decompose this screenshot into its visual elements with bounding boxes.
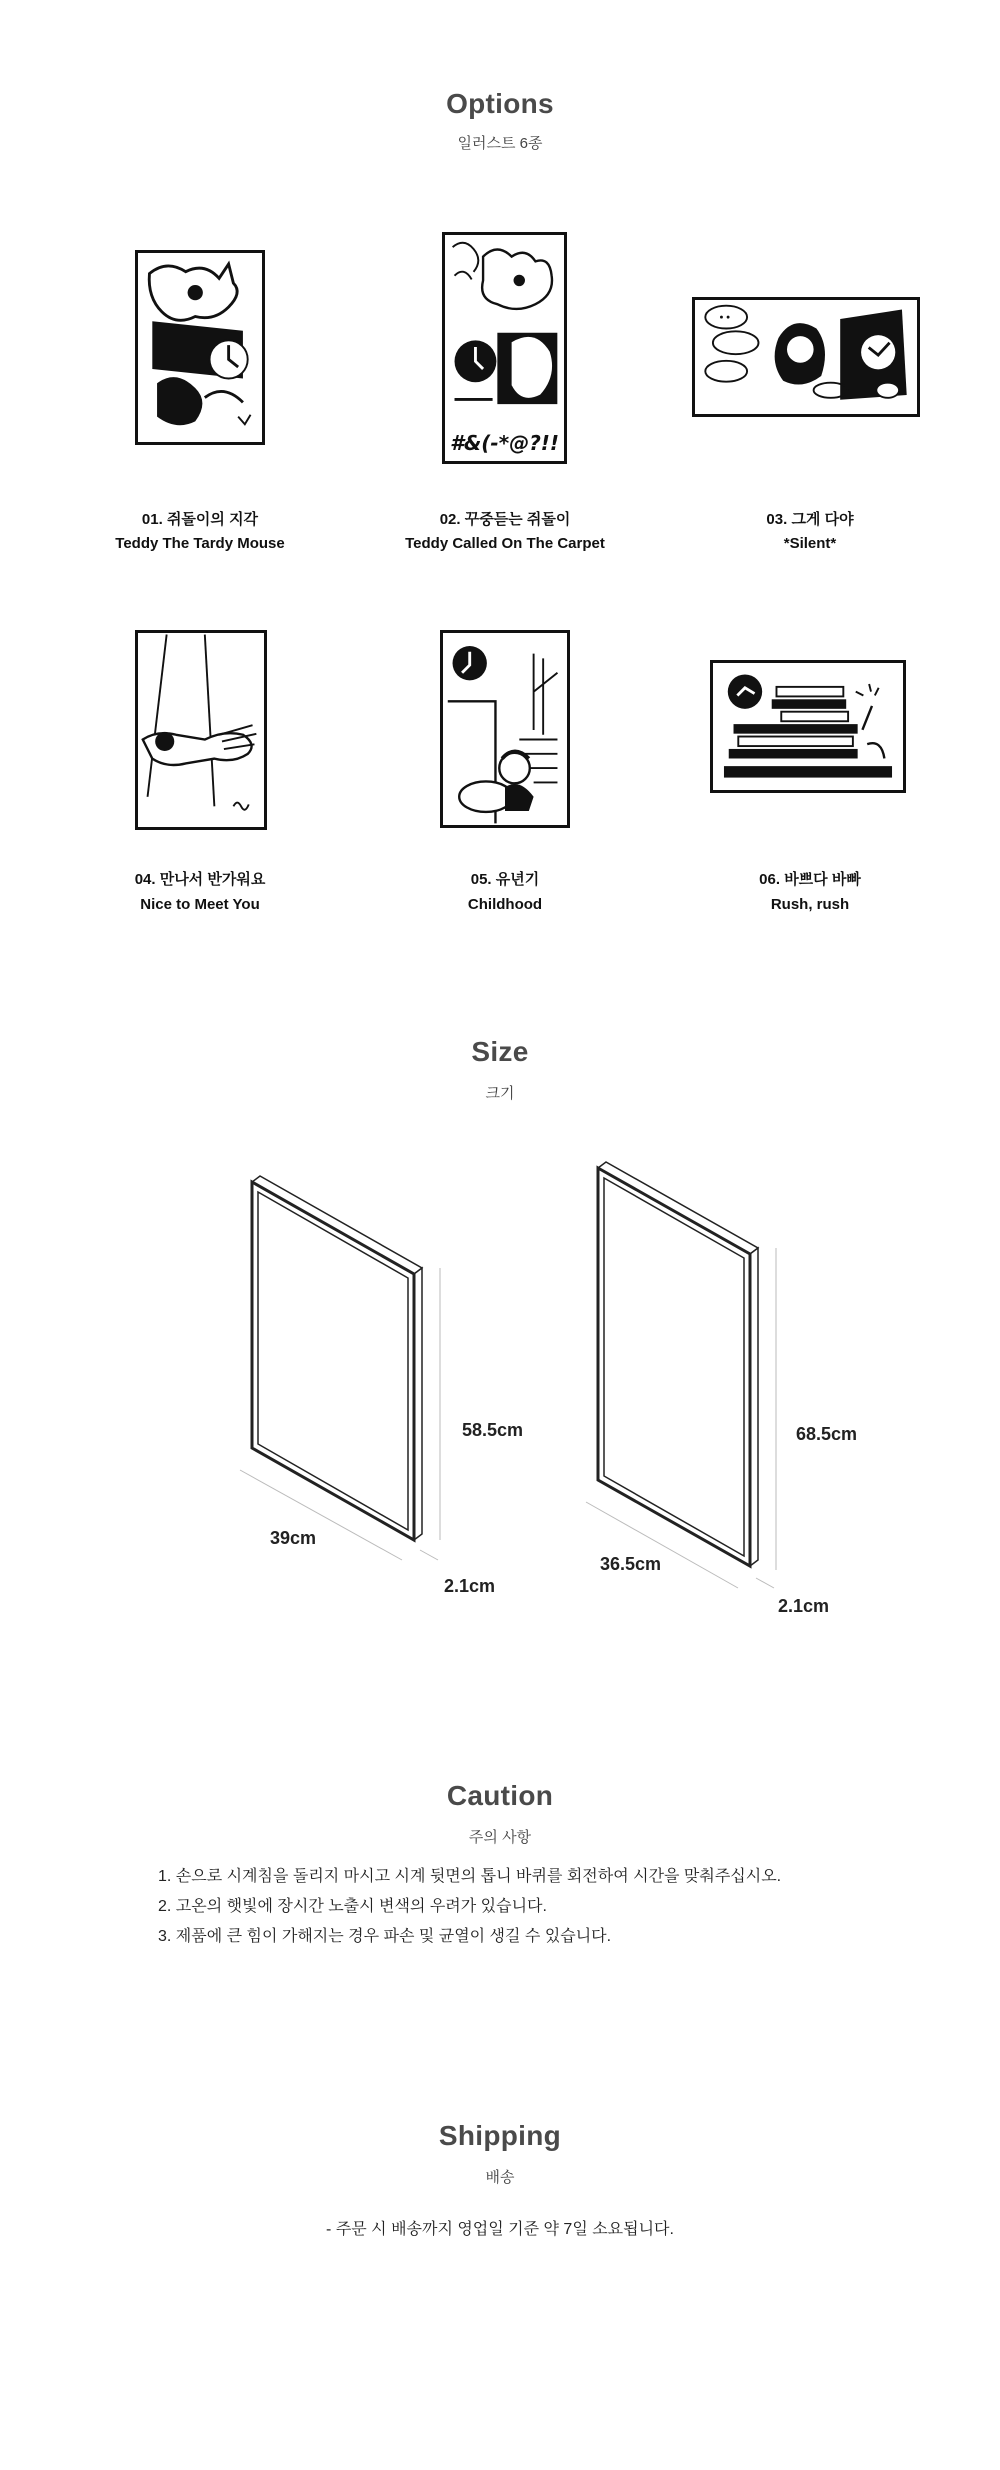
illustration-06-thumbnail[interactable]: [710, 660, 906, 793]
shipping-subtitle: 배송: [485, 2169, 515, 2186]
mouse-scolded-illustration: [445, 235, 564, 461]
illustration-02-title-ko: 02. 꾸중듣는 쥐돌이: [439, 511, 571, 528]
size-subtitle: 크기: [485, 1085, 515, 1102]
frame-small-width-label: 39cm: [270, 1528, 317, 1548]
shipping-title: Shipping: [438, 2120, 562, 2151]
frame-small-height-label: 58.5cm: [462, 1420, 524, 1440]
frame-dimension-drawings: [0, 1140, 1000, 1620]
illustration-05-title-ko: 05. 유년기: [470, 871, 540, 888]
frame-large-height-label: 68.5cm: [796, 1424, 858, 1444]
frame-large-drawing: [586, 1162, 776, 1588]
illustration-01-title-ko: 01. 쥐돌이의 지각: [141, 511, 259, 528]
illustration-04-thumbnail[interactable]: [135, 630, 267, 830]
illustration-06-title-en: Rush, rush: [770, 896, 850, 913]
illustration-04-title-en: Nice to Meet You: [140, 896, 260, 913]
illustration-02-thumbnail[interactable]: [442, 232, 567, 464]
illustration-01-thumbnail[interactable]: [135, 250, 265, 445]
size-title: Size: [471, 1036, 529, 1067]
childhood-illustration: [443, 633, 567, 825]
illustration-03-title-ko: 03. 그게 다야: [766, 511, 854, 528]
frame-small-drawing: [240, 1176, 440, 1560]
illustration-02-art-text: #&(-*@?!!: [449, 431, 560, 455]
illustration-05-title-en: Childhood: [467, 896, 543, 913]
silent-illustration: [695, 300, 917, 414]
frame-large-depth-label: 2.1cm: [778, 1596, 830, 1616]
caution-subtitle: 주의 사항: [468, 1829, 532, 1846]
illustration-04-title-ko: 04. 만나서 반가워요: [134, 871, 266, 888]
illustration-02-title-en: Teddy Called On The Carpet: [405, 535, 605, 552]
options-title: Options: [446, 88, 554, 119]
illustration-03-title-en: *Silent*: [783, 535, 837, 552]
frame-small-depth-label: 2.1cm: [444, 1576, 496, 1596]
illustration-06-title-ko: 06. 바쁘다 바빠: [759, 871, 861, 888]
illustration-05-thumbnail[interactable]: [440, 630, 570, 828]
mouse-tardy-illustration: [138, 253, 262, 442]
caution-item-2: 2. 고온의 햇빛에 장시간 노출시 변색의 우려가 있습니다.: [158, 1898, 547, 1915]
caution-item-3: 3. 제품에 큰 힘이 가해지는 경우 파손 및 균열이 생길 수 있습니다.: [158, 1928, 612, 1945]
illustration-01-title-en: Teddy The Tardy Mouse: [115, 535, 285, 552]
frame-large-width-label: 36.5cm: [600, 1554, 662, 1574]
options-subtitle: 일러스트 6종: [457, 135, 543, 152]
caution-item-1: 1. 손으로 시계침을 돌리지 마시고 시계 뒷면의 톱니 바퀴를 회전하여 시간을 맞춰주십시오.: [158, 1868, 782, 1885]
illustration-03-thumbnail[interactable]: [692, 297, 920, 417]
caution-title: Caution: [446, 1780, 554, 1811]
rush-illustration: [713, 663, 903, 790]
caution-list: [158, 1862, 781, 1952]
handshake-illustration: [138, 633, 264, 827]
shipping-text: - 주문 시 배송까지 영업일 기준 약 7일 소요됩니다.: [326, 2221, 674, 2238]
